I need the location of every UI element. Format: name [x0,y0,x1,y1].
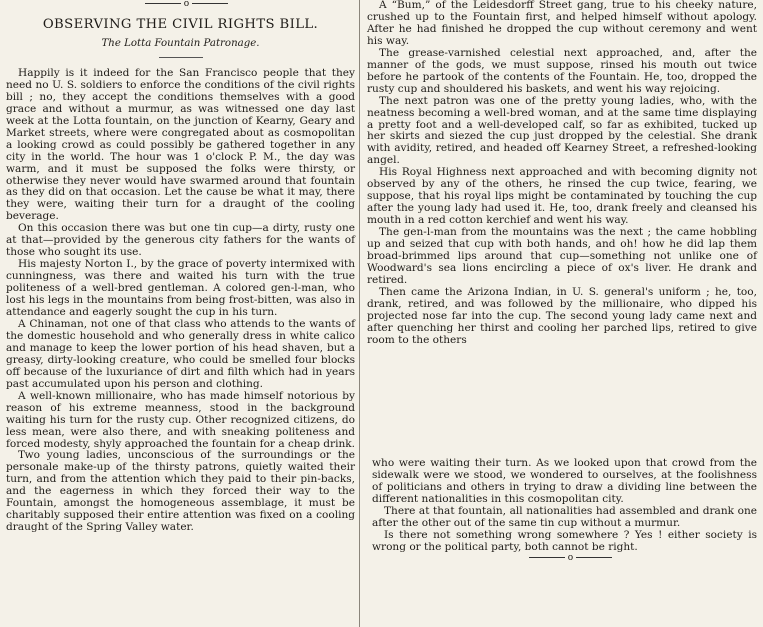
paragraph: A Chinaman, not one of that class who attends to the wants of the domestic household and who generally dress in white calico and manage to keep the lower portion of his head shaven, but a greasy, dirty-looking creature, who could be smelled four blocks off because of the luxuriance of dirt and filth which had in years past accumulated upon his person and clothing. [6,317,355,390]
left-column [6,0,355,627]
paragraph: A “Bum,” of the Leidesdorff Street gang, true to his cheeky nature, crushed up to the Fountain first, and helped himself without apology. After he had finished he dropped the cup without ceremony and went his way. [367,0,757,47]
paragraph: The gen-l-man from the mountains was the next ; the came hobbling up and seized that cup with both hands, and oh! how he did lap them broad-brimmed lips around that cup—something not unlike one of Woodward's sea lions encircling a piece of ox's liver. He drank and retired. [367,226,757,286]
paragraph: His majesty Norton I., by the grace of poverty intermixed with cunningness, was there and waited his turn with the true politeness of a well-bred gentleman. A colored gen-l-man, who lost his legs in the mountains from being frost-bitten, was also in attendance and eagerly sought the cup in his turn. [6,258,355,319]
paragraph: On this occasion there was but one tin cup—a dirty, rusty one at that—provided by the generous city fathers for the wants of those who sought its use. [6,222,355,259]
paragraph: A well-known millionaire, who has made himself notorious by reason of his extreme meanness, stood in the background waiting his turn for the rusty cup. Other recognized citizens, do less mean, were also there, and with sneaking politeness and forced modesty, shyly approached the fountain for a cheap drink. [6,389,355,450]
article-subtitle: The Lotta Fountain Patronage. [6,38,355,58]
footer-ornament: o [372,554,757,563]
right-column-continuation [372,458,757,563]
paragraph: Two young ladies, unconscious of the surroundings or the personale make-up of the thirsty patrons, quietly waited their turn, and from the attention which they paid to their pin-backs, and the eagerness in which they forced their way to the Fountain, amongst the homogeneous assemblage, it must be charitably supposed their entire attention was fixed on a cooling draught of the Spring Valley water. [6,449,355,534]
paragraph: Happily is it indeed for the San Francisco people that they need no U. S. soldiers to enforce the conditions of the civil rights bill ; no, they accept the conditions themselves with a good grace and without a murmur, as was witnessed one day last week at the Lotta fountain, on the junction of Kearny, Geary and Market streets, where were congregated about as cosmopolitan a looking crowd as could possibly be gathered together in any city in the world. The hour was 1 o'clock P. M., the day was warm, and it must be supposed the folks were thirsty, or otherwise they never would have swarmed around that fountain as they did on that occasion. Let the cause be what it may, there they were, waiting their turn for a draught of the cooling beverage. [6,66,355,223]
article-title: OBSERVING THE CIVIL RIGHTS BILL. [42,17,319,32]
paragraph: Then came the Arizona Indian, in U. S. general's uniform ; he, too, drank, retired, and was followed by the millionaire, who dipped his projected nose far into the cup. The second young lady came next and after quenching her thirst and cooling her parched lips, retired to give room to the others [367,285,757,346]
paragraph: There at that fountain, all nationalities had assembled and drank one after the other out of the same tin cup without a murmur. [372,504,757,529]
paragraph: The next patron was one of the pretty young ladies, who, with the neatness becoming a well-bred woman, and at the same time displaying a pretty foot and a well-developed calf, so far as exhibited, tucked up her skirts and siezed the cup just dropped by the celestial. She drank with avidity, retired, and headed off Kearney Street, a refreshed-looking angel. [367,94,757,167]
paragraph: The grease-varnished celestial next approached, and, after the manner of the gods, we must suppose, rinsed his mouth out twice before he partook of the contents of the Fountain. He, too, dropped the rusty cup and shouldered his baskets, and went his way rejoicing. [367,46,757,95]
column-divider [359,0,360,627]
paragraph: who were waiting their turn. As we looked upon that crowd from the sidewalk were we stood, we wondered to ourselves, at the foolishness of politicians and others in trying to draw a dividing line between the different nationalities in this cosmopolitan city. [372,457,757,505]
paragraph: His Royal Highness next approached and with becoming dignity not observed by any of the others, he rinsed the cup twice, fearing, we suppose, that his royal lips might be contaminated by touching the cup after the young lady had used it. He, too, drank freely and cleansed his mouth in a red cotton kerchief and went his way. [367,166,757,227]
paragraph: Is there not something wrong somewhere ? Yes ! either society is wrong or the political party, both cannot be right. [372,528,757,553]
header-ornament: o [6,0,355,9]
